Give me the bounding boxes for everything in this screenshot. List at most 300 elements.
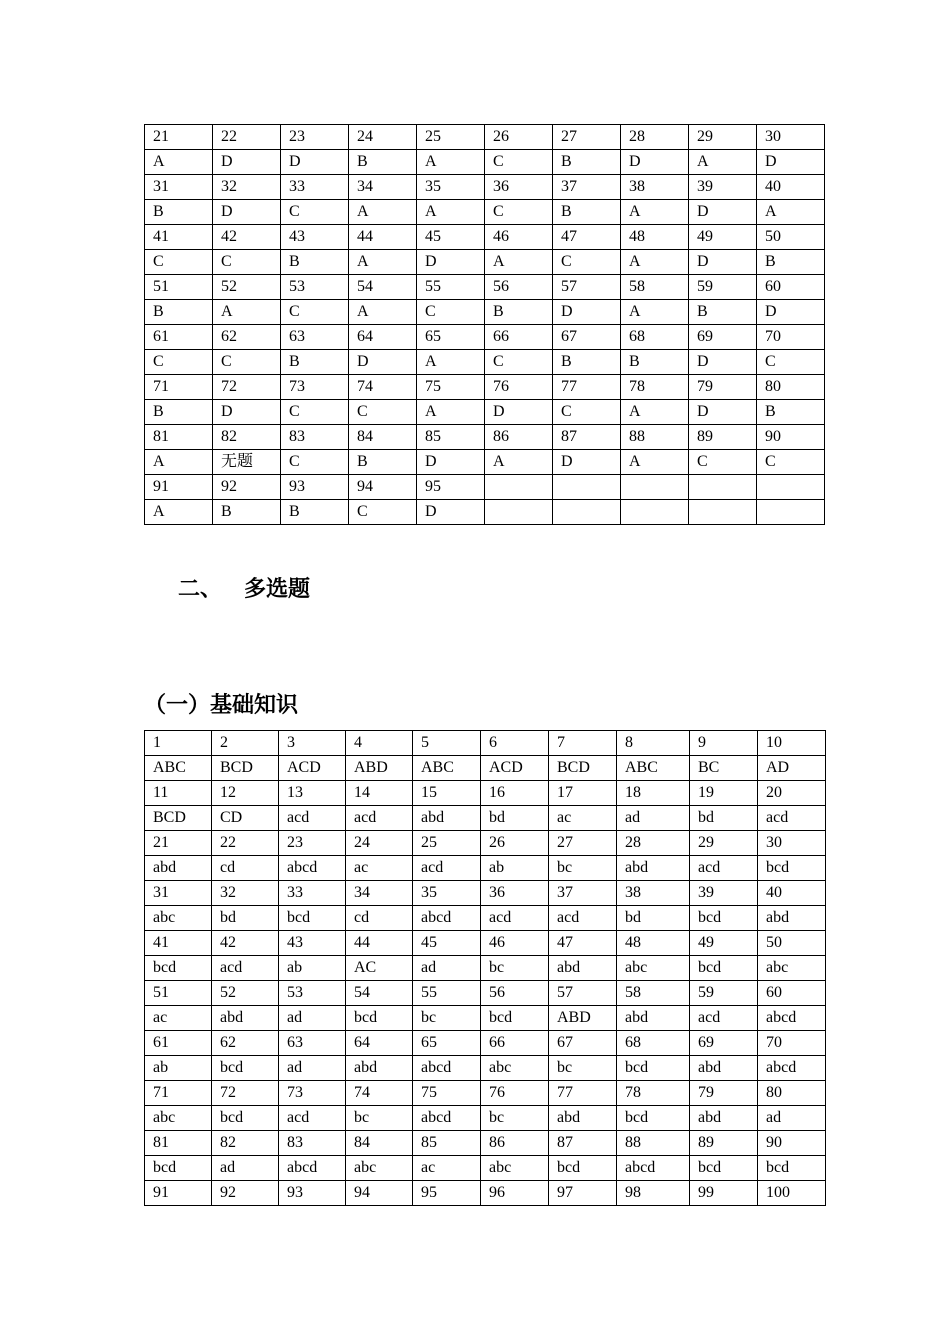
answer-cell: B xyxy=(553,350,621,375)
answer-cell: abd xyxy=(549,956,617,981)
question-number-row xyxy=(145,1181,826,1206)
question-number-cell: 33 xyxy=(279,881,346,906)
question-number-cell: 18 xyxy=(617,781,690,806)
answer-cell: abc xyxy=(145,906,212,931)
answer-cell: D xyxy=(281,150,349,175)
answer-cell: bc xyxy=(549,856,617,881)
question-number-cell: 74 xyxy=(349,375,417,400)
question-number-cell: 54 xyxy=(349,275,417,300)
answer-cell: D xyxy=(553,300,621,325)
question-number-cell: 59 xyxy=(689,275,757,300)
answer-cell: ABC xyxy=(413,756,481,781)
question-number-cell: 31 xyxy=(145,175,213,200)
question-number-cell: 56 xyxy=(485,275,553,300)
question-number-cell: 72 xyxy=(212,1081,279,1106)
answer-cell: ad xyxy=(617,806,690,831)
question-number-cell: 86 xyxy=(485,425,553,450)
question-number-cell: 6 xyxy=(481,731,549,756)
answer-cell: C xyxy=(281,400,349,425)
question-number-cell: 65 xyxy=(413,1031,481,1056)
question-number-cell: 66 xyxy=(481,1031,549,1056)
answer-cell: bcd xyxy=(617,1056,690,1081)
question-number-cell: 36 xyxy=(481,881,549,906)
answer-cell: ac xyxy=(145,1006,212,1031)
answer-row xyxy=(145,200,825,225)
answer-cell: C xyxy=(213,250,281,275)
question-number-cell: 80 xyxy=(758,1081,826,1106)
question-number-cell: 94 xyxy=(346,1181,413,1206)
question-number-cell: 37 xyxy=(553,175,621,200)
answer-cell: D xyxy=(553,450,621,475)
question-number-cell: 86 xyxy=(481,1131,549,1156)
answer-cell: bc xyxy=(549,1056,617,1081)
answer-cell: B xyxy=(145,200,213,225)
question-number-cell: 91 xyxy=(145,475,213,500)
question-number-cell: 13 xyxy=(279,781,346,806)
answer-cell: acd xyxy=(690,856,758,881)
question-number-cell: 40 xyxy=(757,175,825,200)
question-number-cell: 52 xyxy=(212,981,279,1006)
answer-cell: abcd xyxy=(758,1006,826,1031)
answer-cell: ad xyxy=(413,956,481,981)
answer-cell: abd xyxy=(617,1006,690,1031)
question-number-cell: 54 xyxy=(346,981,413,1006)
question-number-cell: 15 xyxy=(413,781,481,806)
answer-cell: B xyxy=(553,150,621,175)
question-number-cell: 79 xyxy=(690,1081,758,1106)
question-number-cell: 95 xyxy=(417,475,485,500)
question-number-cell: 35 xyxy=(413,881,481,906)
answer-cell: A xyxy=(145,500,213,525)
subsection-title: （一）基础知识 xyxy=(144,693,299,718)
question-number-cell: 60 xyxy=(758,981,826,1006)
question-number-cell: 80 xyxy=(757,375,825,400)
question-number-cell: 46 xyxy=(481,931,549,956)
answer-cell: D xyxy=(689,250,757,275)
answer-cell xyxy=(553,500,621,525)
question-number-cell: 85 xyxy=(417,425,485,450)
question-number-cell: 51 xyxy=(145,275,213,300)
question-number-cell: 22 xyxy=(212,831,279,856)
question-number-row xyxy=(145,375,825,400)
question-number-cell: 40 xyxy=(758,881,826,906)
answer-cell: acd xyxy=(758,806,826,831)
question-number-cell: 85 xyxy=(413,1131,481,1156)
question-number-cell: 60 xyxy=(757,275,825,300)
answer-cell: D xyxy=(349,350,417,375)
question-number-cell: 28 xyxy=(621,125,689,150)
answer-cell: D xyxy=(417,450,485,475)
answer-cell: A xyxy=(621,400,689,425)
answer-row xyxy=(145,1156,826,1181)
answer-cell: ab xyxy=(481,856,549,881)
answer-cell: A xyxy=(213,300,281,325)
answer-cell: C xyxy=(553,400,621,425)
answer-cell: A xyxy=(417,400,485,425)
answer-cell: CD xyxy=(212,806,279,831)
question-number-cell: 88 xyxy=(617,1131,690,1156)
answer-cell: ad xyxy=(279,1006,346,1031)
answer-cell: abcd xyxy=(279,856,346,881)
answer-cell xyxy=(485,500,553,525)
question-number-cell: 62 xyxy=(213,325,281,350)
answer-cell: bcd xyxy=(145,1156,212,1181)
answer-cell: A xyxy=(621,450,689,475)
answer-row xyxy=(145,1056,826,1081)
question-number-cell: 2 xyxy=(212,731,279,756)
answer-cell: cd xyxy=(346,906,413,931)
answer-cell: D xyxy=(417,500,485,525)
question-number-cell: 89 xyxy=(689,425,757,450)
answer-cell: A xyxy=(145,450,213,475)
question-number-row xyxy=(145,175,825,200)
answer-cell: bd xyxy=(481,806,549,831)
question-number-cell: 91 xyxy=(145,1181,212,1206)
question-number-cell: 58 xyxy=(621,275,689,300)
answer-cell: A xyxy=(417,200,485,225)
question-number-cell: 77 xyxy=(549,1081,617,1106)
question-number-cell: 38 xyxy=(621,175,689,200)
question-number-cell: 58 xyxy=(617,981,690,1006)
answer-row xyxy=(145,150,825,175)
question-number-cell xyxy=(621,475,689,500)
question-number-cell: 75 xyxy=(417,375,485,400)
question-number-row xyxy=(145,881,826,906)
answer-cell: bcd xyxy=(690,1156,758,1181)
question-number-cell: 84 xyxy=(349,425,417,450)
question-number-cell: 50 xyxy=(757,225,825,250)
answer-cell: B xyxy=(689,300,757,325)
answer-cell: abd xyxy=(690,1056,758,1081)
answer-cell: bd xyxy=(212,906,279,931)
answer-cell: bcd xyxy=(549,1156,617,1181)
answer-row xyxy=(145,300,825,325)
question-number-cell: 27 xyxy=(549,831,617,856)
answer-cell: D xyxy=(689,200,757,225)
question-number-cell: 25 xyxy=(413,831,481,856)
answer-cell: D xyxy=(757,300,825,325)
question-number-cell: 95 xyxy=(413,1181,481,1206)
question-number-row xyxy=(145,1081,826,1106)
answer-cell: abd xyxy=(617,856,690,881)
question-number-cell: 22 xyxy=(213,125,281,150)
answer-cell: B xyxy=(145,300,213,325)
question-number-cell: 42 xyxy=(213,225,281,250)
question-number-cell: 33 xyxy=(281,175,349,200)
answer-row xyxy=(145,350,825,375)
question-number-cell: 23 xyxy=(281,125,349,150)
answer-cell: B xyxy=(757,250,825,275)
question-number-cell: 83 xyxy=(281,425,349,450)
question-number-cell: 61 xyxy=(145,1031,212,1056)
question-number-cell: 29 xyxy=(690,831,758,856)
question-number-cell: 48 xyxy=(617,931,690,956)
question-number-cell: 30 xyxy=(757,125,825,150)
question-number-row xyxy=(145,1031,826,1056)
question-number-cell xyxy=(757,475,825,500)
question-number-cell: 38 xyxy=(617,881,690,906)
question-number-cell: 77 xyxy=(553,375,621,400)
question-number-cell: 64 xyxy=(346,1031,413,1056)
question-number-cell: 88 xyxy=(621,425,689,450)
question-number-cell: 24 xyxy=(349,125,417,150)
question-number-cell: 32 xyxy=(213,175,281,200)
answer-cell: A xyxy=(621,250,689,275)
question-number-cell: 34 xyxy=(346,881,413,906)
question-number-cell: 27 xyxy=(553,125,621,150)
answer-row xyxy=(145,400,825,425)
question-number-cell: 96 xyxy=(481,1181,549,1206)
question-number-cell: 69 xyxy=(689,325,757,350)
answer-cell: B xyxy=(349,450,417,475)
question-number-cell: 43 xyxy=(281,225,349,250)
question-number-cell: 65 xyxy=(417,325,485,350)
question-number-cell: 67 xyxy=(549,1031,617,1056)
answer-cell: bcd xyxy=(758,856,826,881)
answer-cell: abc xyxy=(346,1156,413,1181)
question-number-row xyxy=(145,425,825,450)
question-number-cell: 55 xyxy=(417,275,485,300)
answer-cell: ad xyxy=(212,1156,279,1181)
question-number-cell: 63 xyxy=(281,325,349,350)
question-number-cell: 66 xyxy=(485,325,553,350)
answer-cell: ac xyxy=(413,1156,481,1181)
answer-cell: D xyxy=(213,150,281,175)
answer-row xyxy=(145,906,826,931)
question-number-cell: 46 xyxy=(485,225,553,250)
answer-cell: ab xyxy=(145,1056,212,1081)
answer-row xyxy=(145,1106,826,1131)
answer-cell: A xyxy=(621,200,689,225)
answer-cell: A xyxy=(349,300,417,325)
answer-cell: A xyxy=(485,250,553,275)
answer-cell: ac xyxy=(549,806,617,831)
question-number-cell: 59 xyxy=(690,981,758,1006)
question-number-cell: 51 xyxy=(145,981,212,1006)
answer-cell: AD xyxy=(758,756,826,781)
answer-cell: ACD xyxy=(279,756,346,781)
question-number-cell: 82 xyxy=(213,425,281,450)
answer-cell: B xyxy=(281,250,349,275)
answer-cell: C xyxy=(757,350,825,375)
answer-cell: ad xyxy=(279,1056,346,1081)
answer-cell: bc xyxy=(481,1106,549,1131)
question-number-cell: 39 xyxy=(690,881,758,906)
answer-cell: abd xyxy=(413,806,481,831)
question-number-cell: 87 xyxy=(553,425,621,450)
answer-cell: bcd xyxy=(346,1006,413,1031)
answer-cell: abcd xyxy=(413,906,481,931)
answer-cell: bc xyxy=(346,1106,413,1131)
answer-cell: A xyxy=(689,150,757,175)
answer-cell: acd xyxy=(690,1006,758,1031)
question-number-cell: 68 xyxy=(621,325,689,350)
answer-cell: AC xyxy=(346,956,413,981)
question-number-cell: 48 xyxy=(621,225,689,250)
answer-cell: C xyxy=(417,300,485,325)
question-number-cell: 49 xyxy=(690,931,758,956)
answer-cell: ABC xyxy=(617,756,690,781)
answer-cell: acd xyxy=(413,856,481,881)
question-number-cell xyxy=(553,475,621,500)
question-number-cell: 87 xyxy=(549,1131,617,1156)
question-number-cell: 53 xyxy=(281,275,349,300)
question-number-cell: 24 xyxy=(346,831,413,856)
answer-cell: acd xyxy=(346,806,413,831)
question-number-cell: 72 xyxy=(213,375,281,400)
question-number-cell: 20 xyxy=(758,781,826,806)
question-number-cell: 8 xyxy=(617,731,690,756)
question-number-cell: 12 xyxy=(212,781,279,806)
answer-cell: bcd xyxy=(212,1106,279,1131)
question-number-cell: 35 xyxy=(417,175,485,200)
answer-cell: abc xyxy=(617,956,690,981)
question-number-cell: 76 xyxy=(481,1081,549,1106)
answer-cell: abd xyxy=(212,1006,279,1031)
question-number-cell: 23 xyxy=(279,831,346,856)
question-number-cell: 81 xyxy=(145,425,213,450)
question-number-cell: 81 xyxy=(145,1131,212,1156)
question-number-row xyxy=(145,325,825,350)
question-number-cell: 41 xyxy=(145,931,212,956)
answer-cell: abcd xyxy=(279,1156,346,1181)
answer-cell: A xyxy=(349,200,417,225)
answer-cell: C xyxy=(757,450,825,475)
question-number-cell: 17 xyxy=(549,781,617,806)
answer-cell: bcd xyxy=(690,956,758,981)
question-number-row xyxy=(145,1131,826,1156)
answer-row xyxy=(145,856,826,881)
answer-cell: bcd xyxy=(481,1006,549,1031)
answer-row xyxy=(145,1006,826,1031)
answer-cell: A xyxy=(349,250,417,275)
answer-cell: C xyxy=(349,500,417,525)
question-number-cell: 67 xyxy=(553,325,621,350)
question-number-cell: 43 xyxy=(279,931,346,956)
question-number-cell: 61 xyxy=(145,325,213,350)
question-number-cell: 7 xyxy=(549,731,617,756)
answer-cell: abc xyxy=(145,1106,212,1131)
question-number-cell: 3 xyxy=(279,731,346,756)
question-number-cell: 4 xyxy=(346,731,413,756)
question-number-cell: 26 xyxy=(481,831,549,856)
question-number-cell: 57 xyxy=(549,981,617,1006)
answer-cell: ABD xyxy=(346,756,413,781)
answer-cell: D xyxy=(689,400,757,425)
question-number-row xyxy=(145,781,826,806)
section-number: 二、 xyxy=(178,577,223,602)
answer-cell: bcd xyxy=(145,956,212,981)
answer-cell: C xyxy=(281,300,349,325)
question-number-cell: 78 xyxy=(617,1081,690,1106)
answer-cell xyxy=(757,500,825,525)
answer-cell: bcd xyxy=(690,906,758,931)
answer-cell: D xyxy=(213,200,281,225)
question-number-cell: 26 xyxy=(485,125,553,150)
question-number-cell: 74 xyxy=(346,1081,413,1106)
answer-cell: ad xyxy=(758,1106,826,1131)
question-number-row xyxy=(145,125,825,150)
answer-cell: A xyxy=(417,150,485,175)
question-number-cell: 32 xyxy=(212,881,279,906)
answer-cell xyxy=(621,500,689,525)
answer-cell: bc xyxy=(413,1006,481,1031)
answer-cell: bcd xyxy=(758,1156,826,1181)
answer-cell: BCD xyxy=(549,756,617,781)
question-number-cell: 28 xyxy=(617,831,690,856)
answer-cell: B xyxy=(349,150,417,175)
answer-row xyxy=(145,450,825,475)
question-number-cell: 63 xyxy=(279,1031,346,1056)
question-number-cell: 78 xyxy=(621,375,689,400)
answer-cell: D xyxy=(689,350,757,375)
question-number-cell: 75 xyxy=(413,1081,481,1106)
answer-cell: B xyxy=(213,500,281,525)
answer-cell: C xyxy=(145,350,213,375)
question-number-cell: 45 xyxy=(413,931,481,956)
answer-cell: C xyxy=(485,350,553,375)
answer-cell: D xyxy=(621,150,689,175)
question-number-cell: 9 xyxy=(690,731,758,756)
answer-cell: D xyxy=(757,150,825,175)
answer-cell: C xyxy=(281,450,349,475)
answer-cell: bcd xyxy=(279,906,346,931)
answer-cell: C xyxy=(689,450,757,475)
question-number-cell: 31 xyxy=(145,881,212,906)
question-number-cell: 55 xyxy=(413,981,481,1006)
question-number-cell: 71 xyxy=(145,375,213,400)
question-number-cell: 10 xyxy=(758,731,826,756)
answer-row xyxy=(145,250,825,275)
answer-cell: ab xyxy=(279,956,346,981)
answer-row xyxy=(145,756,826,781)
answer-cell: acd xyxy=(549,906,617,931)
answer-cell: abc xyxy=(481,1156,549,1181)
multi-choice-answer-table xyxy=(144,730,826,1206)
question-number-cell: 53 xyxy=(279,981,346,1006)
question-number-cell: 21 xyxy=(145,831,212,856)
question-number-cell: 41 xyxy=(145,225,213,250)
answer-cell: bc xyxy=(481,956,549,981)
answer-cell: C xyxy=(485,150,553,175)
question-number-cell: 79 xyxy=(689,375,757,400)
question-number-cell: 71 xyxy=(145,1081,212,1106)
question-number-cell: 5 xyxy=(413,731,481,756)
answer-cell: abd xyxy=(145,856,212,881)
question-number-cell: 57 xyxy=(553,275,621,300)
answer-cell: A xyxy=(145,150,213,175)
question-number-cell: 50 xyxy=(758,931,826,956)
answer-cell: abcd xyxy=(413,1106,481,1131)
question-number-cell: 16 xyxy=(481,781,549,806)
question-number-row xyxy=(145,731,826,756)
question-number-cell: 42 xyxy=(212,931,279,956)
answer-cell: B xyxy=(145,400,213,425)
question-number-row xyxy=(145,931,826,956)
question-number-cell: 44 xyxy=(346,931,413,956)
answer-row xyxy=(145,956,826,981)
answer-cell: cd xyxy=(212,856,279,881)
question-number-cell: 25 xyxy=(417,125,485,150)
question-number-cell: 73 xyxy=(281,375,349,400)
answer-cell: ABD xyxy=(549,1006,617,1031)
question-number-cell: 83 xyxy=(279,1131,346,1156)
question-number-cell: 84 xyxy=(346,1131,413,1156)
question-number-cell: 21 xyxy=(145,125,213,150)
question-number-row xyxy=(145,831,826,856)
question-number-cell: 49 xyxy=(689,225,757,250)
answer-cell: bd xyxy=(617,906,690,931)
